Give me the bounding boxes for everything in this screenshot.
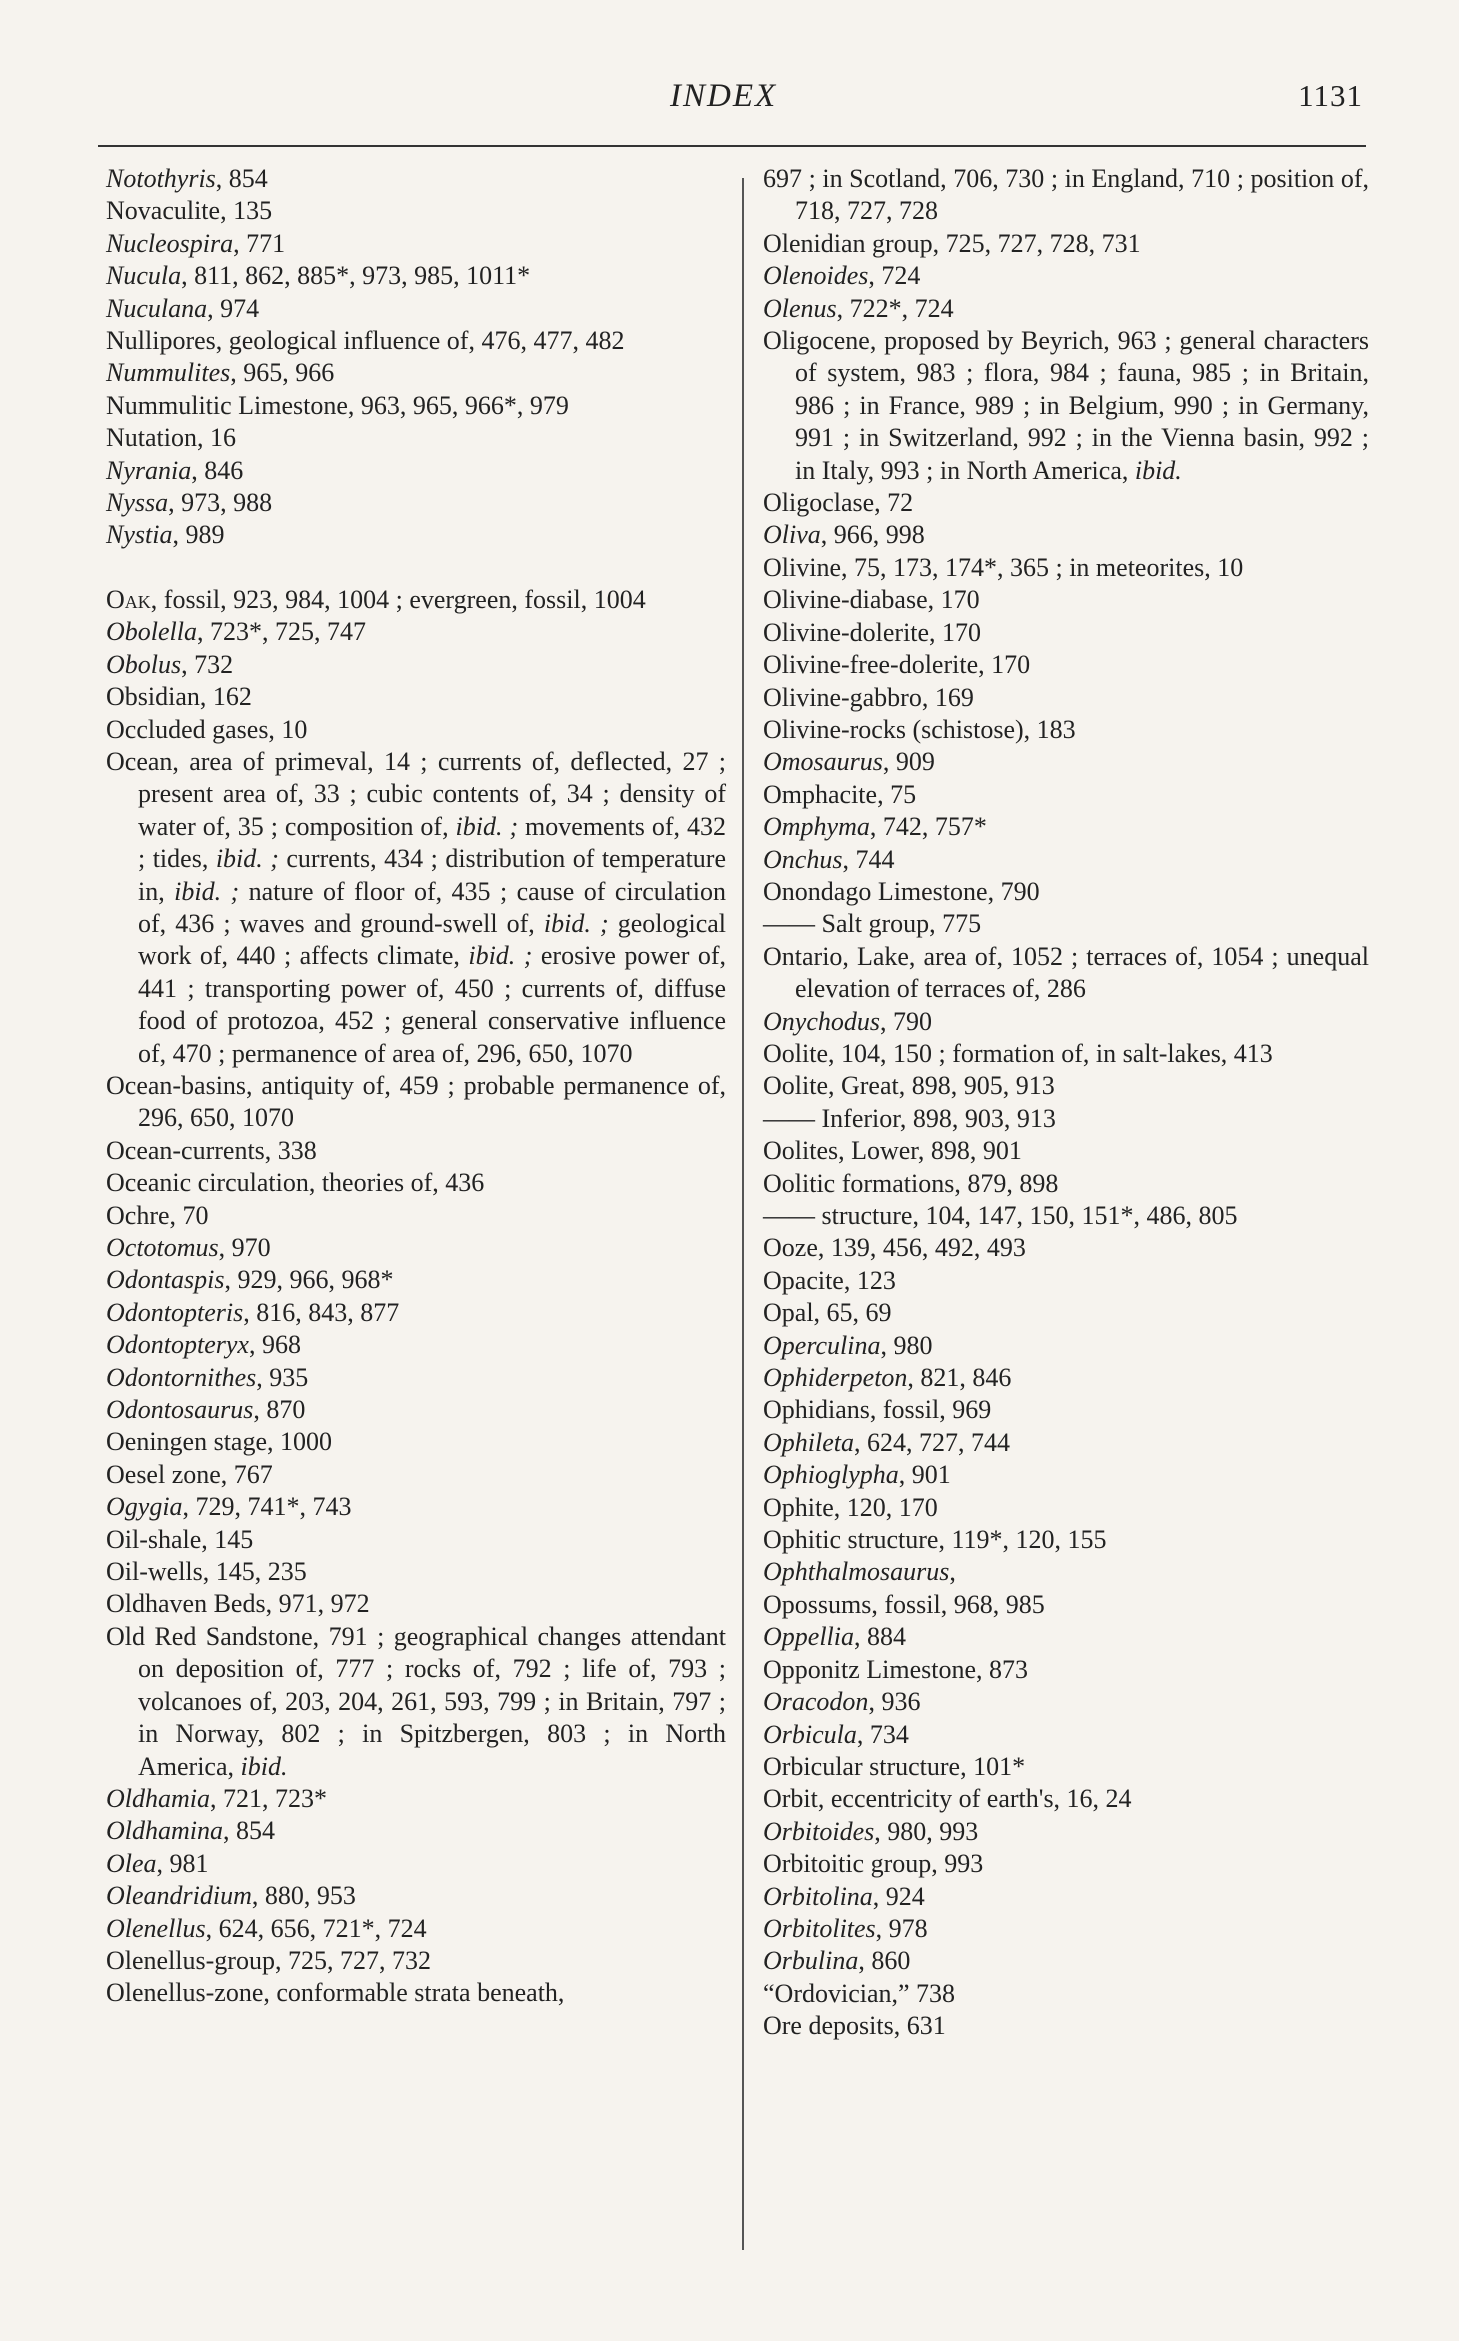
index-entry-text: , 970 xyxy=(218,1233,271,1262)
index-entry-text: Oolites, Lower, 898, 901 xyxy=(763,1136,1022,1166)
index-entry-text: Oligoclase, 72 xyxy=(763,488,914,518)
index-entry-text: , 980, 993 xyxy=(874,1816,979,1846)
index-entry xyxy=(106,1297,726,1329)
index-entry-text: Oesel zone, 767 xyxy=(106,1459,273,1489)
index-entry-text: Ogygia xyxy=(106,1492,183,1522)
index-entry xyxy=(763,1945,1369,1977)
index-entry-text: Oolite, 104, 150 ; formation of, in salt-lakes, 413 xyxy=(763,1038,1273,1068)
index-entry xyxy=(106,1524,726,1556)
index-entry xyxy=(763,1589,1369,1621)
index-entry-text: Oleandridium xyxy=(106,1881,252,1911)
index-entry-text: ibid. ; xyxy=(468,941,533,971)
index-entry xyxy=(763,1978,1369,2010)
index-entry-text: , 980 xyxy=(880,1330,933,1360)
index-entry xyxy=(763,1459,1369,1491)
index-entry xyxy=(106,1491,726,1523)
index-entry-text: , 870 xyxy=(253,1395,306,1425)
index-entry-text: Odontopteryx xyxy=(106,1330,249,1360)
index-entry-text: , 790 xyxy=(879,1006,932,1036)
index-entry xyxy=(763,1783,1369,1815)
index-entry-text: Opal, 65, 69 xyxy=(763,1298,892,1328)
index-entry xyxy=(763,1621,1369,1653)
index-entry xyxy=(763,1492,1369,1524)
index-entry-text: Oldhaven Beds, 971, 972 xyxy=(106,1589,370,1619)
index-entry-text: Oldhamia xyxy=(106,1783,210,1813)
index-entry-text: , 965, 966 xyxy=(230,358,335,388)
index-entry xyxy=(106,422,726,454)
index-entry-text: Ooze, 139, 456, 492, 493 xyxy=(763,1233,1026,1263)
index-entry-text: Occluded gases, 10 xyxy=(106,714,308,744)
index-entry-text: , 811, 862, 885*, 973, 985, 1011* xyxy=(181,261,531,291)
index-entry-text: Oolitic formations, 879, 898 xyxy=(763,1168,1059,1198)
index-entry-text: Old Red Sandstone, 791 ; geographical changes attendant on deposition of, 777 ; rocks of, 792 ; life of, 793 ; volcanoes of, 203, 204, 261, 593, 799 ; in Britain, 797 ; in Norway, 802 ; in Spitzbergen, 803 ; in North America, xyxy=(106,1621,726,1781)
index-entry-text: , 624, 656, 721*, 724 xyxy=(205,1913,427,1943)
index-entry xyxy=(763,1427,1369,1459)
index-entry xyxy=(106,1848,726,1880)
index-entry xyxy=(763,649,1369,681)
index-entry xyxy=(106,714,726,746)
index-entry xyxy=(106,1588,726,1620)
index-entry xyxy=(763,1038,1369,1070)
index-entry xyxy=(763,1265,1369,1297)
index-entry-text: , 846 xyxy=(191,455,244,485)
index-entry-text: , 734 xyxy=(856,1719,909,1749)
index-entry xyxy=(106,1783,726,1815)
index-entry-text: Olivine-diabase, 170 xyxy=(763,585,980,615)
index-entry-text: , 884 xyxy=(854,1622,906,1652)
index-entry-text: , 968 xyxy=(248,1330,301,1360)
index-entry xyxy=(763,1524,1369,1556)
index-entry xyxy=(106,1815,726,1847)
index-entry-text: Olivine, 75, 173, 174*, 365 ; in meteorites, 10 xyxy=(763,552,1244,582)
index-entry-text: Ocean-currents, 338 xyxy=(106,1135,317,1165)
index-entry-text: , 973, 988 xyxy=(168,488,273,518)
index-entry-text: Opponitz Limestone, 873 xyxy=(763,1654,1029,1684)
index-entry-text: Orbicular structure, 101* xyxy=(763,1751,1026,1781)
index-entry xyxy=(763,1751,1369,1783)
index-entry-text: geological work of, 440 ; affects climate, xyxy=(138,908,726,971)
index-entry-text: Odontopteris xyxy=(106,1297,244,1327)
index-entry-text: Nutation, 16 xyxy=(106,423,236,453)
index-entry-text: , 729, 741*, 743 xyxy=(182,1492,352,1522)
index-entry-text: Olenidian group, 725, 727, 728, 731 xyxy=(763,228,1141,258)
index-entry-text: Odontornithes xyxy=(106,1362,257,1392)
index-entry xyxy=(763,1330,1369,1362)
index-entry xyxy=(106,1264,726,1296)
index-entry xyxy=(763,908,1369,940)
index-entry xyxy=(763,1913,1369,1945)
index-entry-text: Octotomus xyxy=(106,1233,219,1262)
index-entry xyxy=(763,1848,1369,1880)
index-entry-text: , 854 xyxy=(223,1816,275,1846)
index-entry xyxy=(106,1880,726,1912)
index-entry-text: ibid. ; xyxy=(543,908,609,938)
index-entry-text: Oligocene, proposed by Beyrich, 963 ; general characters of system, 983 ; flora, 984 ; fauna, 985 ; in Britain, 986 ; in France, 989 ; in Belgium, 990 ; in Germany, 991 ; in Switzerland, 992 ; in the Vienna basin, 992 ; in Italy, 993 ; in North America, xyxy=(763,326,1369,485)
index-entry xyxy=(106,163,726,195)
index-entry-text: Operculina xyxy=(763,1330,881,1360)
index-entry-text: ibid. xyxy=(240,1751,288,1781)
index-entry xyxy=(106,681,726,713)
index-entry xyxy=(106,519,726,551)
index-entry xyxy=(106,1232,726,1264)
index-entry xyxy=(763,1394,1369,1426)
index-entry xyxy=(106,260,726,292)
index-entry xyxy=(763,2010,1369,2042)
index-entry-text: , 721, 723* xyxy=(210,1783,327,1813)
index-entry-text: Olenoides xyxy=(763,261,869,291)
index-entry xyxy=(763,1168,1369,1200)
index-entry xyxy=(106,1913,726,1945)
index-entry xyxy=(106,649,726,681)
index-entry-text: Ochre, 70 xyxy=(106,1200,209,1230)
index-entry xyxy=(106,616,726,648)
index-entry-text: Ontario, Lake, area of, 1052 ; terraces of, 1054 ; unequal elevation of terraces of, 286 xyxy=(763,941,1369,1004)
index-entry-text: , 816, 843, 877 xyxy=(243,1297,400,1327)
index-entry-text: Oeningen stage, 1000 xyxy=(106,1427,333,1457)
index-entry-text: Oak xyxy=(106,584,151,614)
index-entry-text: Nummulites xyxy=(106,358,231,388)
index-entry xyxy=(763,1719,1369,1751)
index-entry xyxy=(106,1977,726,2009)
index-entry-text: , 724 xyxy=(868,261,921,291)
index-entry-text: Olivine-rocks (schistose), 183 xyxy=(763,714,1076,744)
index-entry xyxy=(106,1070,726,1135)
index-entry xyxy=(763,617,1369,649)
index-entry-text: Olivine-free-dolerite, 170 xyxy=(763,650,1031,680)
index-entry-text: Nullipores, geological influence of, 476, 477, 482 xyxy=(106,326,625,356)
index-entry-text: Nystia xyxy=(106,520,173,550)
index-entry xyxy=(763,1103,1369,1135)
index-entry-text: Orbitolina xyxy=(763,1881,873,1911)
index-entry-text: , 909 xyxy=(882,747,935,777)
index-entry-text: Ophitic structure, 119*, 120, 155 xyxy=(763,1525,1107,1555)
index-entry-text: —— Salt group, 775 xyxy=(763,909,982,939)
index-entry xyxy=(763,1232,1369,1264)
index-entry-text: Oppellia xyxy=(763,1622,854,1652)
index-entry xyxy=(106,195,726,227)
index-entry-text: , 624, 727, 744 xyxy=(854,1427,1010,1457)
index-entry-text: ibid. ; xyxy=(174,876,240,906)
index-entry xyxy=(106,1945,726,1977)
running-title: INDEX xyxy=(670,78,778,114)
index-entry-text: Orbit, eccentricity of earth's, 16, 24 xyxy=(763,1784,1132,1814)
index-entry-text: Orbicula xyxy=(763,1719,857,1749)
index-entry-text: Nummulitic Limestone, 963, 965, 966*, 979 xyxy=(106,390,569,420)
index-entry-text: , 901 xyxy=(898,1460,951,1490)
index-entry xyxy=(763,325,1369,487)
index-entry-text: , 732 xyxy=(181,649,234,679)
index-entry xyxy=(106,1135,726,1167)
index-entry xyxy=(763,519,1369,551)
index-entry xyxy=(106,325,726,357)
index-entry-text: , 989 xyxy=(172,520,225,550)
index-entry xyxy=(763,1686,1369,1718)
index-entry xyxy=(763,1556,1369,1588)
index-entry-text: Oldhamina xyxy=(106,1816,223,1846)
index-entry-text: nature of floor of, 435 ; cause of circulation of, 436 ; waves and ground-swell of, xyxy=(138,876,726,938)
index-entry-text: , 966, 998 xyxy=(820,520,925,550)
index-entry-text: Ophiderpeton xyxy=(763,1363,908,1393)
index-entry xyxy=(763,293,1369,325)
index-entry-text: , 981 xyxy=(156,1848,209,1878)
index-entry xyxy=(763,1006,1369,1038)
index-entry-text: , 854 xyxy=(215,164,268,193)
index-entry-text: Onondago Limestone, 790 xyxy=(763,876,1040,906)
index-entry xyxy=(763,941,1369,1006)
page-number: 1131 xyxy=(1298,78,1363,113)
index-entry xyxy=(106,357,726,389)
index-entry-text: Oolite, Great, 898, 905, 913 xyxy=(763,1071,1055,1101)
index-entry-text: , 936 xyxy=(868,1687,921,1717)
index-entry-text: , fossil, 923, 984, 1004 ; evergreen, fossil, 1004 xyxy=(150,584,646,614)
index-entry-text: Nuculana xyxy=(106,293,208,323)
index-entry-text: Orbitoides xyxy=(763,1816,875,1846)
index-entry-text: ibid. xyxy=(1134,455,1182,485)
index-entry-text: Oliva xyxy=(763,520,821,550)
index-entry xyxy=(763,163,1369,228)
index-entry-text: Olenellus-group, 725, 727, 732 xyxy=(106,1945,431,1975)
index-column-right xyxy=(763,163,1369,2043)
index-entry-text: Opossums, fossil, 968, 985 xyxy=(763,1589,1045,1619)
index-entry-text: , 924 xyxy=(872,1881,925,1911)
index-entry-text: , 771 xyxy=(233,228,286,258)
index-entry xyxy=(763,714,1369,746)
index-entry xyxy=(763,1881,1369,1913)
index-entry-text: , xyxy=(949,1557,956,1587)
index-entry xyxy=(763,876,1369,908)
index-entry xyxy=(763,487,1369,519)
index-entry-text: Ophidians, fossil, 969 xyxy=(763,1395,992,1425)
page-header xyxy=(0,78,1459,122)
index-entry xyxy=(106,390,726,422)
index-entry-text: , 880, 953 xyxy=(251,1881,356,1911)
index-entry-text: Nucleospira xyxy=(106,228,234,258)
index-entry-text: Obolus xyxy=(106,649,182,679)
index-entry-text: Nyssa xyxy=(106,488,169,518)
index-entry-text: , 821, 846 xyxy=(907,1363,1012,1393)
index-entry-text: , 974 xyxy=(207,293,260,323)
index-entry-text: Notothyris xyxy=(106,164,216,193)
index-entry xyxy=(106,1167,726,1199)
index-entry xyxy=(106,228,726,260)
index-entry-text: , 722*, 724 xyxy=(836,293,954,323)
index-entry xyxy=(106,293,726,325)
index-entry xyxy=(763,1654,1369,1686)
index-entry-text: Nyrania xyxy=(106,455,192,485)
index-entry xyxy=(763,682,1369,714)
index-entry xyxy=(106,487,726,519)
index-entry xyxy=(763,228,1369,260)
index-entry-text: Olenus xyxy=(763,293,837,323)
index-entry-text: Obsidian, 162 xyxy=(106,682,252,712)
index-entry-text: erosive power of, 441 ; transporting power of, 450 ; currents of, diffuse food of protozoa, 452 ; general conservative influence of, 470 ; permanence of area of, 296, 650, 1070 xyxy=(138,941,726,1068)
index-entry-text: 697 ; in Scotland, 706, 730 ; in England, 710 ; position of, 718, 727, 728 xyxy=(763,164,1369,226)
index-entry-text: , 742, 757* xyxy=(869,812,987,842)
index-entry-text: , 978 xyxy=(875,1913,928,1943)
index-entry-text: Orbitolites xyxy=(763,1913,876,1943)
index-entry xyxy=(763,1362,1369,1394)
index-entry-text: ibid. ; xyxy=(215,844,279,874)
index-entry xyxy=(106,1556,726,1588)
index-entry-text: Olenellus-zone, conformable strata beneath, xyxy=(106,1978,565,2008)
index-entry-text: Nucula xyxy=(106,261,182,291)
index-entry-text: Olivine-gabbro, 169 xyxy=(763,682,974,712)
index-entry xyxy=(763,260,1369,292)
index-entry-text: Omosaurus xyxy=(763,747,883,777)
index-entry-text: ibid. ; xyxy=(455,811,519,841)
index-entry-text: Oracodon xyxy=(763,1687,869,1717)
index-entry xyxy=(106,1621,726,1783)
index-entry-text: Olenellus xyxy=(106,1913,206,1943)
index-entry-text: Omphacite, 75 xyxy=(763,779,917,809)
index-entry-text: “Ordovician,” 738 xyxy=(763,1978,956,2008)
index-entry-text: , 935 xyxy=(256,1362,309,1392)
index-entry-text: currents, 434 ; distribution of temperature in, xyxy=(138,844,726,906)
index-entry-text: movements of, 432 ; tides, xyxy=(138,811,726,874)
index-entry xyxy=(106,1329,726,1361)
index-entry-text: Ophite, 120, 170 xyxy=(763,1492,938,1522)
index-entry-text: Oil-shale, 145 xyxy=(106,1524,254,1554)
index-entry xyxy=(106,746,726,1070)
index-entry-text: , 744 xyxy=(842,844,895,874)
index-entry-text: Ocean, area of primeval, 14 ; currents of, deflected, 27 ; present area of, 33 ; cubic contents of, 34 ; density of water of, 35 ; composition of, xyxy=(106,746,726,841)
index-entry-text: Oil-wells, 145, 235 xyxy=(106,1557,307,1587)
index-entry xyxy=(106,1394,726,1426)
index-entry xyxy=(106,455,726,487)
index-column-left xyxy=(106,163,726,2010)
index-entry-text: Olivine-dolerite, 170 xyxy=(763,617,982,647)
index-entry xyxy=(763,811,1369,843)
index-entry xyxy=(106,1200,726,1232)
index-entry-text: Onchus xyxy=(763,844,843,874)
index-entry-text: , 860 xyxy=(858,1946,911,1976)
index-entry-text: Olea xyxy=(106,1848,157,1878)
index-entry-text: Obolella xyxy=(106,617,197,647)
index-entry-text: Ophthalmosaurus xyxy=(763,1557,950,1587)
index-entry-text: Ocean-basins, antiquity of, 459 ; probable permanence of, 296, 650, 1070 xyxy=(106,1070,726,1133)
index-entry-text: Opacite, 123 xyxy=(763,1265,896,1295)
index-entry xyxy=(763,1297,1369,1329)
index-entry xyxy=(106,584,726,616)
index-entry xyxy=(763,1200,1369,1232)
index-entry-text: Odontosaurus xyxy=(106,1395,254,1425)
index-entry-text: , 723*, 725, 747 xyxy=(197,617,366,647)
index-entry xyxy=(763,584,1369,616)
index-entry xyxy=(763,1070,1369,1102)
header-rule xyxy=(98,145,1366,147)
index-entry-text: Ophileta xyxy=(763,1427,854,1457)
index-entry xyxy=(106,1426,726,1458)
index-entry-text: —— Inferior, 898, 903, 913 xyxy=(763,1103,1056,1133)
index-entry-text: —— structure, 104, 147, 150, 151*, 486, 805 xyxy=(763,1201,1238,1230)
index-entry-text: , 929, 966, 968* xyxy=(224,1265,394,1295)
column-divider xyxy=(742,178,744,2250)
index-entry-text: Ore deposits, 631 xyxy=(763,2011,946,2041)
index-entry-text: Oceanic circulation, theories of, 436 xyxy=(106,1168,485,1198)
index-entry-text: Omphyma xyxy=(763,812,870,842)
index-entry xyxy=(763,779,1369,811)
index-entry xyxy=(106,1362,726,1394)
index-entry-text: Orbulina xyxy=(763,1946,859,1976)
index-entry xyxy=(763,746,1369,778)
index-entry-text: Onychodus xyxy=(763,1006,880,1036)
index-entry-text: Novaculite, 135 xyxy=(106,196,273,226)
index-entry xyxy=(763,1135,1369,1167)
index-entry xyxy=(106,1459,726,1491)
index-entry xyxy=(763,844,1369,876)
index-entry-text: Odontaspis xyxy=(106,1265,225,1295)
index-entry xyxy=(763,1816,1369,1848)
index-entry-text: Orbitoitic group, 993 xyxy=(763,1849,984,1879)
index-entry xyxy=(763,552,1369,584)
index-entry-text: Ophioglypha xyxy=(763,1460,899,1490)
